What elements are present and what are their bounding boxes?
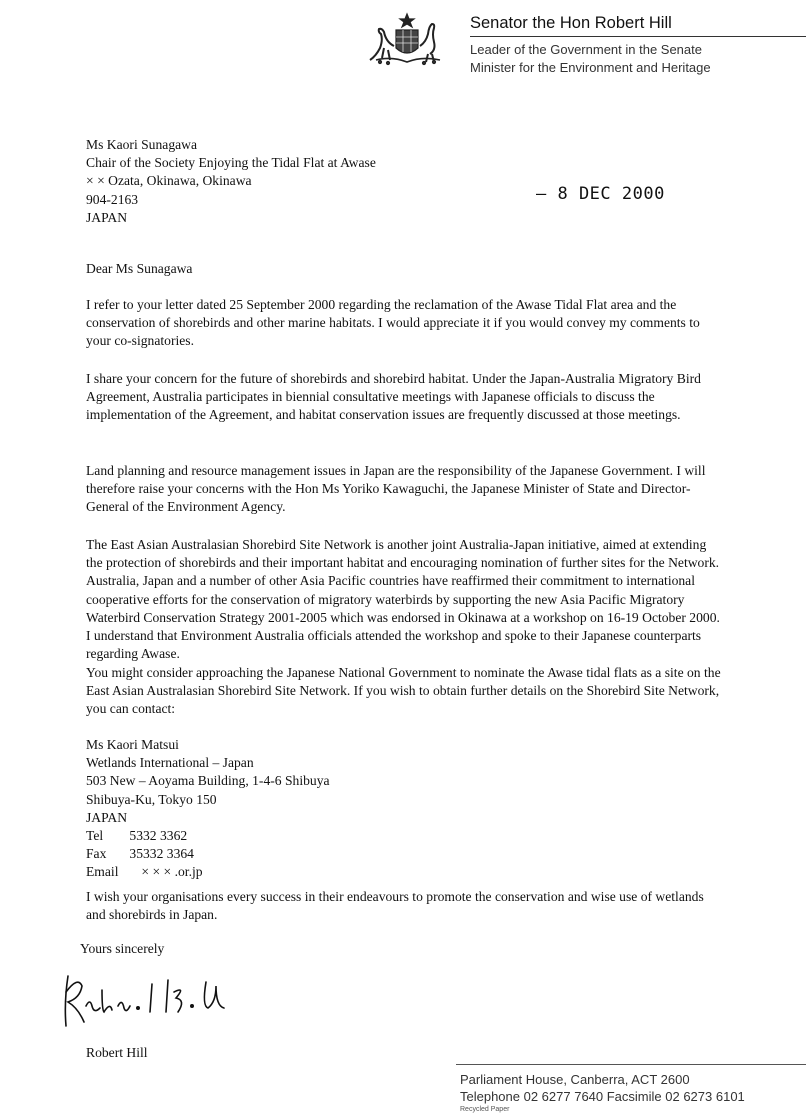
body-paragraph-1: I refer to your letter dated 25 September 2000 regarding the reclamation of the Awase Tidal Flat area and the conservation of shorebirds and other marine habitats. I would appreciate it if you would convey my comments to your co-signatories. <box>86 297 700 349</box>
contact-email: × × × .or.jp <box>141 864 203 880</box>
footer-paper-note: Recycled Paper <box>460 1106 510 1113</box>
closing-line: Yours sincerely <box>80 941 165 956</box>
contact-email-label: Email <box>86 864 119 880</box>
contact-country: JAPAN <box>86 809 128 825</box>
contact-fax-row <box>86 845 330 863</box>
body-paragraph-3: Land planning and resource management issues in Japan are the responsibility of the Japanese Government. I will therefore raise your concerns with the Hon Ms Yoriko Kawaguchi, the Japanese Minister of State and Director-General of the Environment Agency. <box>86 463 706 515</box>
contact-email-row <box>86 863 330 881</box>
letterhead-role-2: Minister for the Environment and Heritage <box>470 60 711 75</box>
coat-of-arms-icon <box>362 12 452 68</box>
body-paragraph-5: You might consider approaching the Japanese National Government to nominate the Awase tidal flats as a site on the East Asian Australasian Shorebird Site Network. If you wish to obtain further details on the Shorebird Site Network, you can contact: <box>86 665 721 717</box>
body-paragraph-2: I share your concern for the future of shorebirds and shorebird habitat. Under the Japan-Australia Migratory Bird Agreement, Australia participates in biennial consultative meetings with Japanese officials to discuss the implementation of the Agreement, and habitat conservation issues are frequently discussed at those meetings. <box>86 371 701 423</box>
contact-name: Ms Kaori Matsui <box>86 737 179 752</box>
footer-divider <box>456 1064 806 1065</box>
contact-tel: 5332 3362 <box>129 827 188 843</box>
footer-address: Parliament House, Canberra, ACT 2600 <box>460 1072 690 1087</box>
letterhead-role-1: Leader of the Government in the Senate <box>470 42 702 57</box>
contact-fax-label: Fax <box>86 846 107 862</box>
contact-organisation: Wetlands International – Japan <box>86 755 254 771</box>
footer-phones: Telephone 02 6277 7640 Facsimile 02 6273 6101 <box>460 1089 745 1104</box>
body-paragraph-4: The East Asian Australasian Shorebird Site Network is another joint Australia-Japan initiative, aimed at extending the protection of shorebirds and their important habitat and encouraging nomination of further sites for the Network. Australia, Japan and a number of other Asia Pacific countries have reaffirmed their commitment to international cooperative efforts for the conservation of migratory waterbirds by supporting the new Asia Pacific Migratory Waterbird Conservation Strategy 2001-2005 which was endorsed in Okinawa at a workshop on 16-19 October 2000. I understand that Environment Australia officials attended the workshop and spoke to their Japanese counterparts regarding Awase. <box>86 537 720 662</box>
letterhead-name: Senator the Hon Robert Hill <box>470 14 672 32</box>
contact-block <box>86 736 330 882</box>
signer-name: Robert Hill <box>86 1045 148 1060</box>
signature-icon <box>56 962 246 1032</box>
recipient-name: Ms Kaori Sunagawa <box>86 137 197 152</box>
recipient-address <box>86 136 376 227</box>
date-stamp: – 8 DEC 2000 <box>536 184 665 204</box>
contact-address-2: Shibuya-Ku, Tokyo 150 <box>86 791 217 807</box>
recipient-postcode: 904-2163 <box>86 191 139 207</box>
letterhead-divider <box>470 36 806 37</box>
recipient-country: JAPAN <box>86 209 128 225</box>
closing-paragraph: I wish your organisations every success in their endeavours to promote the conservation and wise use of wetlands and shorebirds in Japan. <box>86 889 704 923</box>
contact-address-1: 503 New – Aoyama Building, 1-4-6 Shibuya <box>86 773 330 789</box>
recipient-street: × × Ozata, Okinawa, Okinawa <box>86 173 252 189</box>
contact-fax: 35332 3364 <box>129 846 194 862</box>
salutation: Dear Ms Sunagawa <box>86 261 193 276</box>
contact-tel-row <box>86 827 330 845</box>
recipient-title: Chair of the Society Enjoying the Tidal Flat at Awase <box>86 155 376 171</box>
contact-tel-label: Tel <box>86 827 104 843</box>
